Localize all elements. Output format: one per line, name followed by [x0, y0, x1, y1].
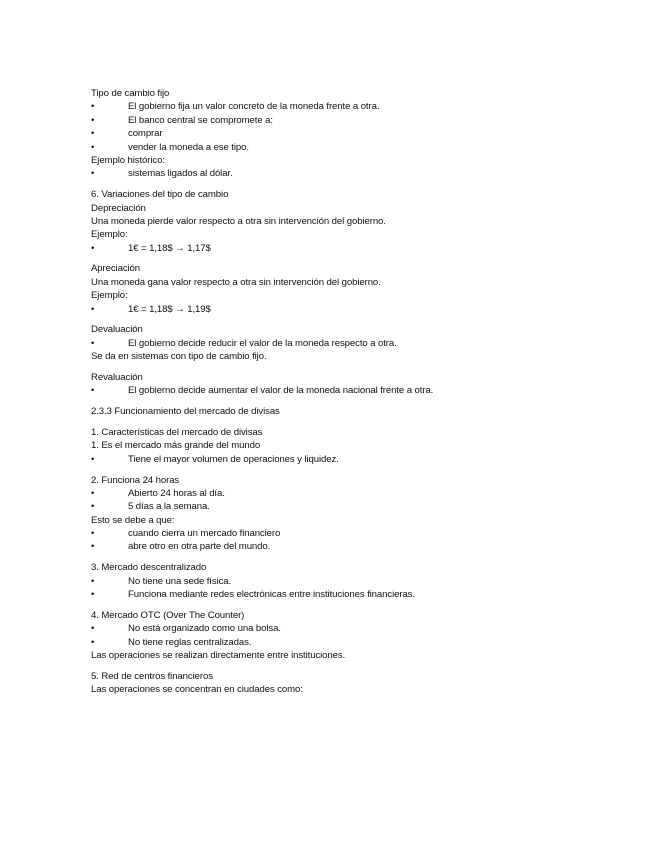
bullet-icon: • — [91, 385, 95, 397]
bullet-text: No está organizado como una bolsa. — [128, 623, 281, 635]
bullet-icon: • — [91, 636, 95, 648]
bullet-item — [91, 540, 611, 553]
section-heading: 2. Funciona 24 horas — [91, 474, 180, 486]
bullet-text: El gobierno decide aumentar el valor de la moneda nacional frente a otra. — [128, 385, 434, 397]
bullet-icon: • — [91, 501, 95, 513]
section-heading: 1. Es el mercado más grande del mundo — [91, 440, 261, 452]
bullet-item — [91, 588, 611, 601]
bullet-item — [91, 114, 611, 127]
paragraph-line: Ejemplo: — [91, 229, 128, 241]
bullet-item — [91, 500, 611, 513]
bullet-text: No tiene una sede física. — [128, 575, 232, 587]
section-heading: 5. Red de centros financieros — [91, 670, 213, 682]
paragraph-line: Ejemplo histórico: — [91, 154, 165, 166]
bullet-item — [91, 141, 611, 154]
bullet-text: abre otro en otra parte del mundo. — [128, 541, 271, 553]
paragraph-spacer — [91, 398, 611, 405]
bullet-icon: • — [91, 589, 95, 601]
bullet-icon: • — [91, 528, 95, 540]
section-heading: 4. Mercado OTC (Over The Counter) — [91, 609, 245, 621]
bullet-text: sistemas ligados al dólar. — [128, 168, 233, 180]
paragraph-spacer — [91, 466, 611, 473]
paragraph-line: Una moneda pierde valor respecto a otra sin intervención del gobierno. — [91, 215, 386, 227]
paragraph-line: Ejemplo: — [91, 290, 128, 302]
section-heading: 1. Características del mercado de divisas — [91, 426, 263, 438]
paragraph-spacer — [91, 181, 611, 188]
bullet-item — [91, 127, 611, 140]
paragraph-spacer — [91, 364, 611, 371]
bullet-icon: • — [91, 337, 95, 349]
section-heading: 2.3.3 Funcionamiento del mercado de divisas — [91, 406, 280, 418]
section-heading: Apreciación — [91, 263, 141, 275]
section-heading: Revaluación — [91, 371, 143, 383]
bullet-item — [91, 487, 611, 500]
bullet-item — [91, 100, 611, 113]
bullet-text: 1€ = 1,18$ → 1,17$ — [128, 242, 211, 254]
bullet-text: 1€ = 1,18$ → 1,19$ — [128, 303, 211, 315]
paragraph-spacer — [91, 662, 611, 669]
section-heading: 6. Variaciones del tipo de cambio — [91, 189, 229, 201]
bullet-text: No tiene reglas centralizadas. — [128, 636, 252, 648]
document-page — [91, 87, 611, 697]
section-heading: Depreciación — [91, 202, 146, 214]
bullet-icon: • — [91, 101, 95, 113]
bullet-text: Funciona mediante redes electrónicas entre instituciones financieras. — [128, 589, 415, 601]
bullet-icon: • — [91, 303, 95, 315]
bullet-item — [91, 242, 611, 255]
bullet-item — [91, 167, 611, 180]
bullet-item — [91, 453, 611, 466]
bullet-icon: • — [91, 168, 95, 180]
bullet-item — [91, 384, 611, 397]
bullet-icon: • — [91, 141, 95, 153]
bullet-icon: • — [91, 128, 95, 140]
paragraph-line: Las operaciones se concentran en ciudades como: — [91, 684, 303, 696]
bullet-item — [91, 636, 611, 649]
bullet-icon: • — [91, 114, 95, 126]
bullet-text: Tiene el mayor volumen de operaciones y liquidez. — [128, 453, 339, 465]
bullet-icon: • — [91, 541, 95, 553]
bullet-text: cuando cierra un mercado financiero — [128, 528, 281, 540]
paragraph-line: Se da en sistemas con tipo de cambio fijo. — [91, 351, 267, 363]
bullet-icon: • — [91, 623, 95, 635]
bullet-item — [91, 337, 611, 350]
bullet-text: Abierto 24 horas al día. — [128, 487, 225, 499]
bullet-icon: • — [91, 487, 95, 499]
paragraph-line: Esto se debe a que: — [91, 514, 175, 526]
bullet-text: comprar — [128, 128, 163, 140]
paragraph-spacer — [91, 316, 611, 323]
paragraph-line: Una moneda gana valor respecto a otra sin intervención del gobierno. — [91, 276, 381, 288]
bullet-item — [91, 303, 611, 316]
bullet-item — [91, 622, 611, 635]
bullet-text: El banco central se compromete a: — [128, 114, 273, 126]
paragraph-spacer — [91, 601, 611, 608]
bullet-icon: • — [91, 242, 95, 254]
bullet-item — [91, 575, 611, 588]
section-heading: 3. Mercado descentralizado — [91, 562, 207, 574]
bullet-text: El gobierno decide reducir el valor de la moneda respecto a otra. — [128, 337, 397, 349]
section-heading: Tipo de cambio fijo — [91, 88, 170, 99]
bullet-item — [91, 527, 611, 540]
bullet-text: vender la moneda a ese tipo. — [128, 141, 249, 153]
bullet-text: 5 días a la semana. — [128, 501, 210, 513]
bullet-text: El gobierno fija un valor concreto de la moneda frente a otra. — [128, 101, 380, 113]
paragraph-spacer — [91, 554, 611, 561]
paragraph-spacer — [91, 419, 611, 426]
section-heading: Devaluación — [91, 324, 143, 336]
paragraph-spacer — [91, 255, 611, 262]
bullet-icon: • — [91, 575, 95, 587]
bullet-icon: • — [91, 453, 95, 465]
paragraph-line: Las operaciones se realizan directamente entre instituciones. — [91, 649, 346, 661]
